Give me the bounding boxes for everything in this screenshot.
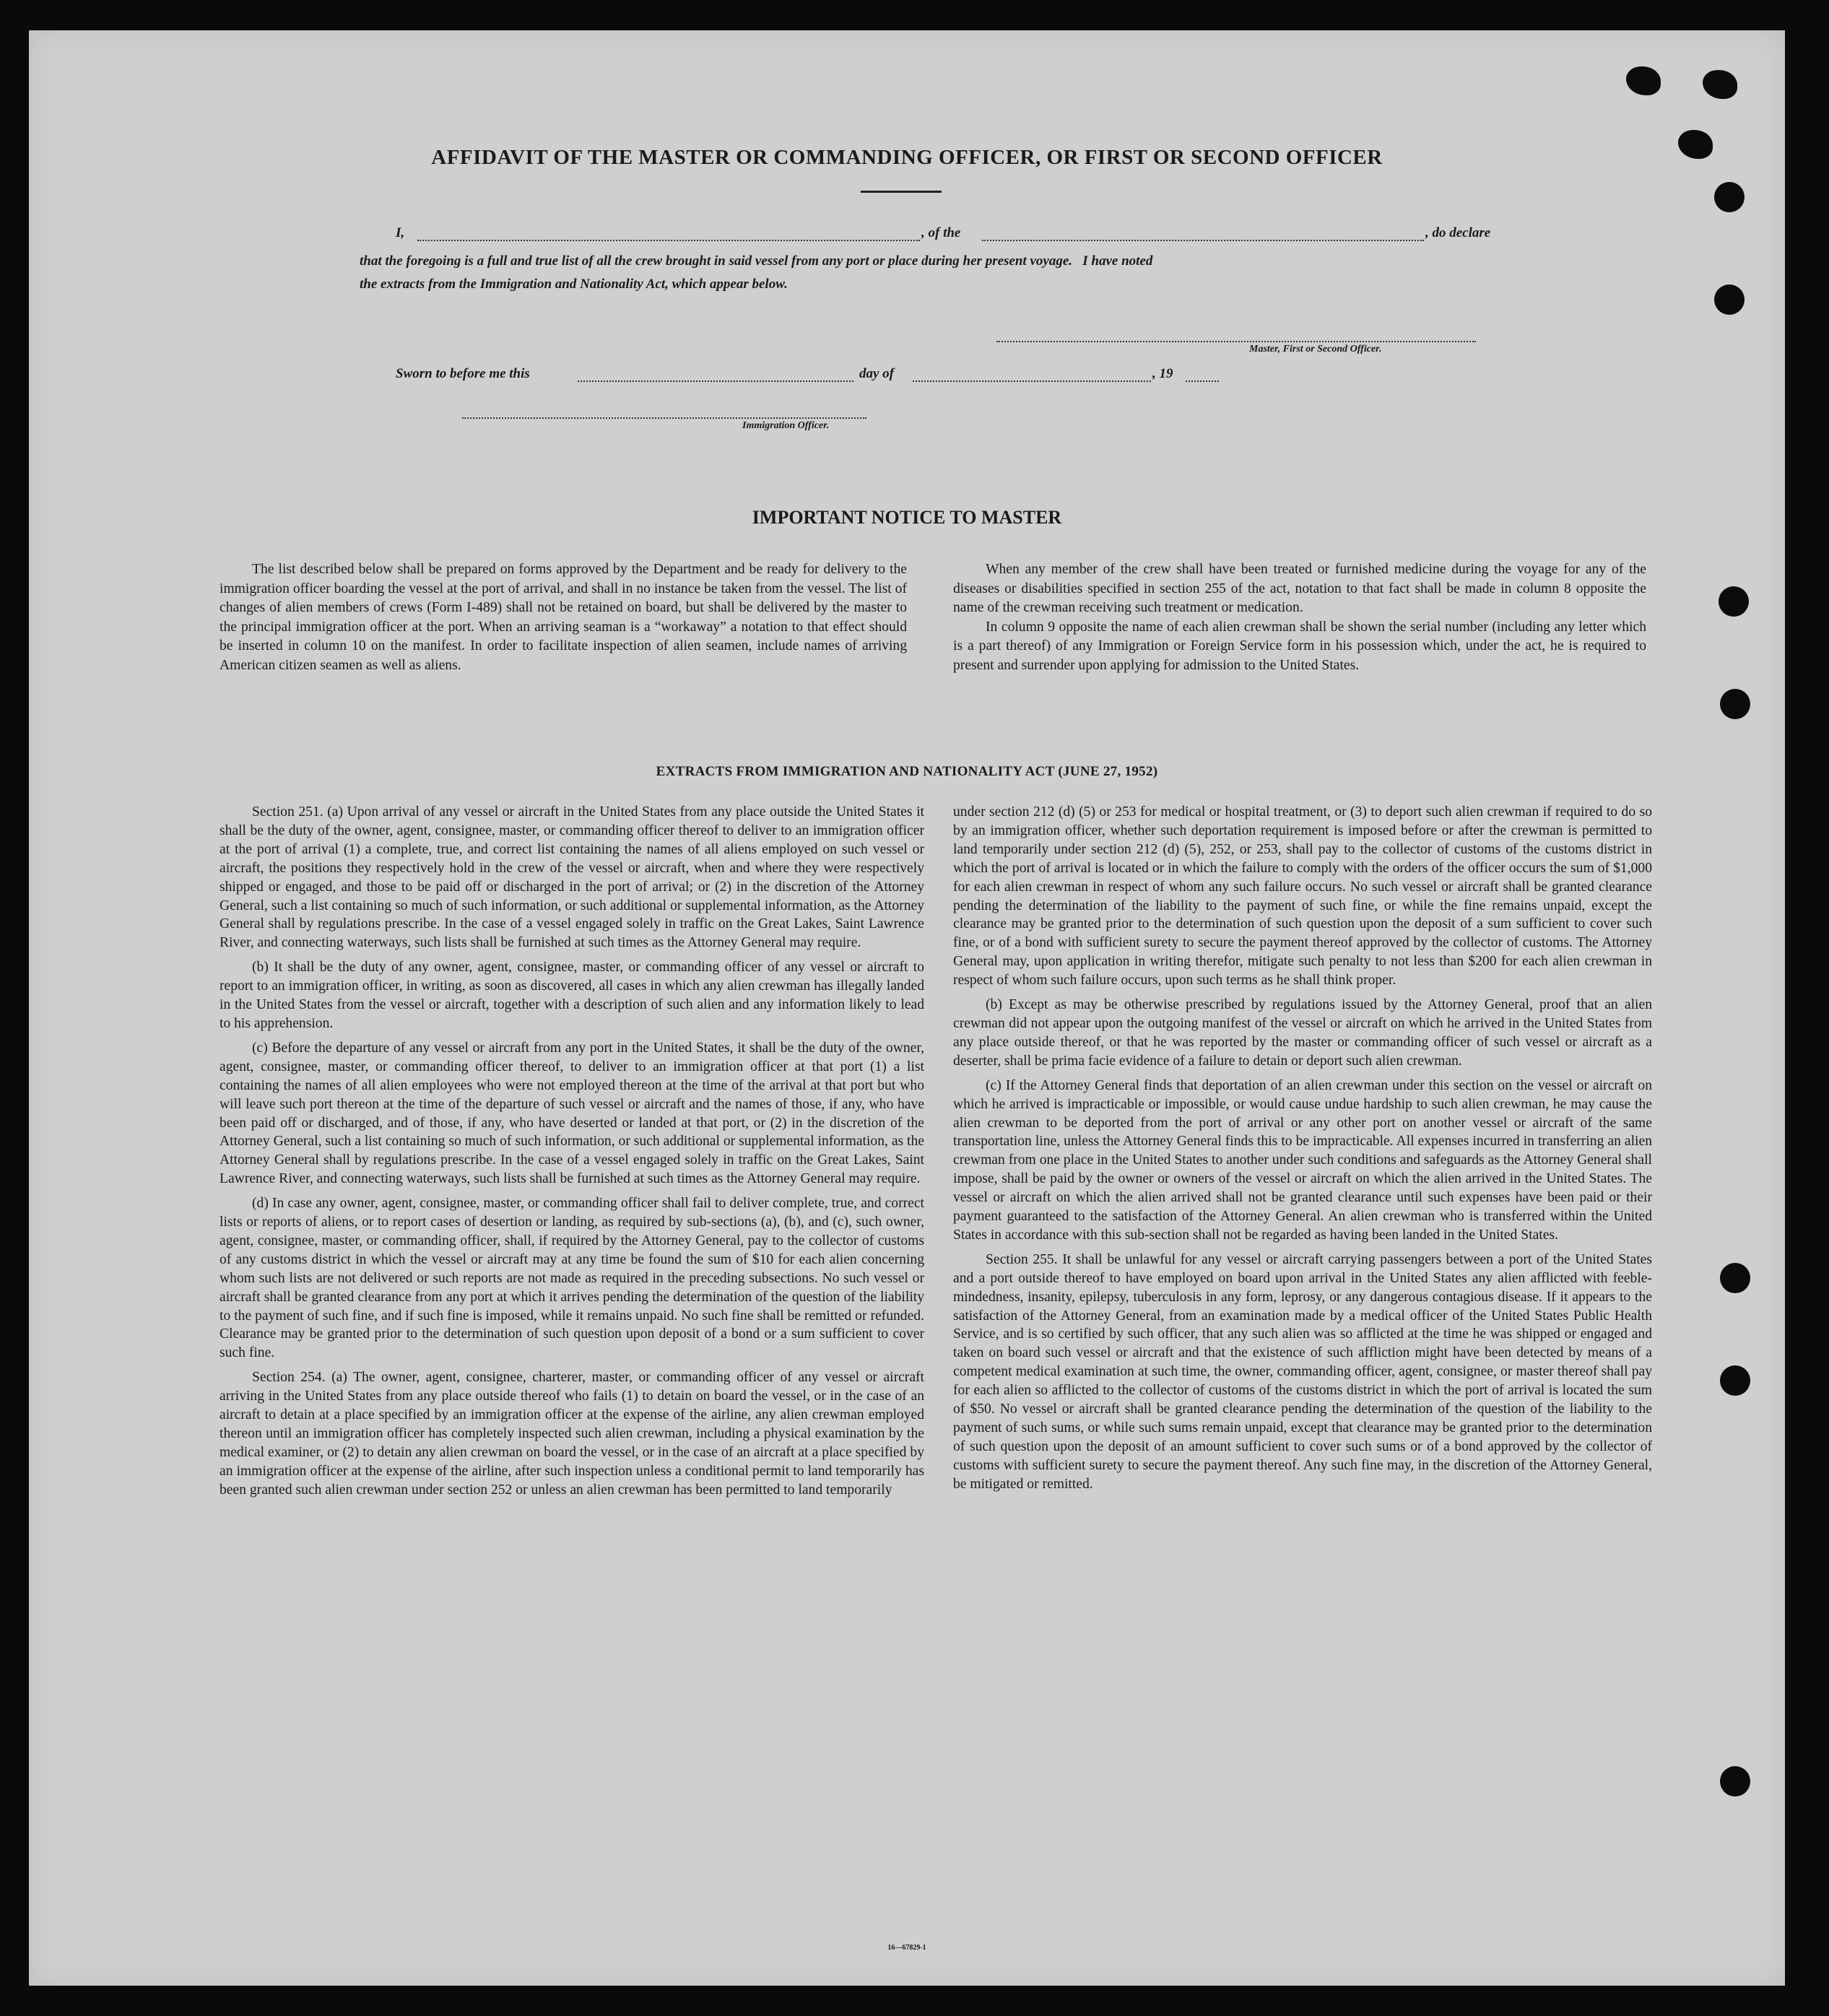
punch-hole: [1626, 66, 1661, 95]
statement-line-1: that the foregoing is a full and true list of all the crew brought in said vessel from any port or place during her present voyage. I have noted: [360, 253, 1153, 269]
notice-left-column: [220, 560, 907, 682]
notice-paragraph: The list described below shall be prepared on forms approved by the Department and be ready for delivery to the immigration officer boarding the vessel at the port of arrival, and shall in no instance be taken from the vessel. The list of changes of alien members of crews (Form I-489) shall not be retained on board, but shall be delivered by the master to the principal immigration officer at the port. When an arriving seaman is a “workaway” a notation to that effect should be inserted in column 10 on the manifest. In order to facilitate inspection of alien seamen, include names of arriving American citizen seamen as well as aliens.: [220, 562, 907, 673]
section-paragraph: Section 255. It shall be unlawful for any vessel or aircraft carrying passengers between a port of the United States and a port outside thereof to have employed on board upon arrival in the United States any alien afflicted with feeble-mindedness, insanity, epilepsy, tuberculosis in any form, leprosy, or any dangerous contagious disease. If it appears to the satisfaction of the Attorney General, from an examination made by a medical officer of the United States Public Health Service, and is so certified by such officer, that any such alien was so afflicted at the time he was shipped or engaged and taken on board such vessel or aircraft and that the existence of such affliction might have been detected by means of a competent medical examination at such time, the owner, commanding officer, agent, consignee, or master thereof shall pay for each alien so afflicted to the collector of customs of the customs district in which the port of arrival is located the sum of $50. No vessel or aircraft shall be granted clearance pending the determination of the question of the liability to the payment of such sums, or while such sums remain unpaid, except that clearance may be granted prior to the determination of such question upon the deposit of an amount sufficient to cover such sums or of a bond approved by the collector of customs with sufficient surety to secure the payment thereof. Any such fine may, in the discretion of the Attorney General, be mitigated or remitted.: [953, 1251, 1652, 1492]
form-code: 16—67829-1: [887, 1944, 926, 1952]
do-declare-label: , do declare: [1425, 225, 1491, 240]
section-paragraph: (b) Except as may be otherwise prescribed by regulations issued by the Attorney General, proof that an alien crewman did not appear upon the outgoing manifest of the vessel or aircraft on which he arrived in the United States from any place outside thereof, or that he was reported by the master or commanding officer of such vessel or aircraft as a deserter, shall be prima facie evidence of a failure to detain or deport such alien crewman.: [953, 997, 1652, 1069]
punch-hole: [1720, 1365, 1750, 1396]
punch-hole: [1720, 1766, 1750, 1796]
notice-paragraph: In column 9 opposite the name of each alien crewman shall be shown the serial number (including any letter which is a part thereof) of any Immigration or Foreign Service form in his possession which, under the act, he is required to present and surrender upon applying for admission to the United States.: [953, 619, 1646, 673]
sworn-day-field[interactable]: [578, 381, 853, 382]
master-signature-label: Master, First or Second Officer.: [1249, 344, 1382, 355]
section-paragraph: under section 212 (d) (5) or 253 for medical or hospital treatment, or (3) to deport such alien crewman if required to do so by an immigration officer, whether such deportation requirement is imposed before or after the crewman is permitted to land temporarily under section 212 (d) (5), 252, or 253, shall pay to the collector of customs of the customs district in which the port of arrival is located or in which the failure to comply with the orders of the officer occurs the sum of $1,000 for each alien crewman in respect of whom any such failure occurs. No such vessel or aircraft shall be granted clearance pending the determination of the liability to the payment of such fine, or while the fine remains unpaid, except the clearance may be granted prior to the determination of such question upon the deposit of a sum sufficient to cover such fine, or of a bond with sufficient surety to secure the payment thereof approved by the collector of customs. The Attorney General may, upon application in writing therefor, mitigate such penalty to not less than $200 for each alien crewman in respect of whom such failure occurs, upon such terms as he shall think proper.: [953, 804, 1652, 989]
officer-signature-line[interactable]: [462, 417, 866, 419]
document-page: [29, 30, 1785, 1986]
year-field[interactable]: [1186, 381, 1219, 382]
officer-signature-label: Immigration Officer.: [742, 420, 830, 431]
punch-hole: [1719, 586, 1749, 617]
affidavit-title: AFFIDAVIT OF THE MASTER OR COMMANDING OFFICER, OR FIRST OR SECOND OFFICER: [431, 146, 1383, 169]
notice-title: IMPORTANT NOTICE TO MASTER: [752, 507, 1062, 528]
notice-right-column: [953, 560, 1646, 682]
day-of-label: day of: [859, 366, 895, 381]
punch-hole: [1720, 1263, 1750, 1293]
sworn-label: Sworn to before me this: [396, 366, 530, 381]
extracts-left-column: [220, 803, 924, 1506]
title-rule: [861, 191, 942, 193]
sworn-month-field[interactable]: [913, 381, 1151, 382]
i-label: I,: [396, 225, 405, 240]
of-the-label: , of the: [921, 225, 961, 240]
extracts-title: EXTRACTS FROM IMMIGRATION AND NATIONALITY ACT (JUNE 27, 1952): [656, 764, 1158, 779]
punch-hole: [1714, 182, 1745, 212]
section-paragraph: (c) If the Attorney General finds that deportation of an alien crewman under this section on the vessel or aircraft on which he arrived is impracticable or impossible, or would cause undue hardship to such alien crewman, he may cause the alien crewman to be deported from the port of arrival or any other port on another vessel or aircraft of the same transportation line, unless the Attorney General finds this to be impracticable. All expenses incurred in transferring an alien crewman from one place in the United States to another under such conditions and safeguards as the Attorney General shall impose, shall be paid by the owner or owners of the vessel or aircraft on which the alien arrived in the United States. The vessel or aircraft on which the alien arrived shall not be granted clearance until such expenses have been paid or their payment guaranteed to the satisfaction of the Attorney General. An alien crewman who is transferred within the United States in accordance with this sub-section shall not be regarded as having been landed in the United States.: [953, 1077, 1652, 1243]
master-signature-line[interactable]: [996, 341, 1476, 342]
section-paragraph: (c) Before the departure of any vessel or aircraft from any port in the United States, it shall be the duty of the owner, agent, consignee, master, or commanding officer thereof, to deliver to an immigration officer at that port (1) a list containing the names of all alien employees who were not employed thereon at the time of the arrival at that port but who will leave such port thereon at the time of the departure of such vessel or aircraft and the names of those, if any, who have been paid off or discharged, and of those, if any, who have deserted or landed at that port, or (2) in the discretion of the Attorney General, such a list containing so much of such information, or such additional or supplemental information, as the Attorney General shall by regulations prescribe. In the case of a vessel engaged solely in traffic on the Great Lakes, Saint Lawrence River, and connecting waterways, such lists shall be furnished at such times as the Attorney General may require.: [220, 1040, 924, 1187]
punch-hole: [1720, 689, 1750, 719]
section-paragraph: (d) In case any owner, agent, consignee, master, or commanding officer shall fail to deliver complete, true, and correct lists or reports of aliens, or to report cases of desertion or landing, as required by sub-sections (a), (b), and (c), such owner, agent, consignee, master, or commanding officer, shall, if required by the Attorney General, pay to the collector of customs of any customs district in which the vessel or aircraft may at any time be found the sum of $10 for each alien concerning whom such lists are not delivered or such reports are not made as required in the preceding subsections. No such vessel or aircraft shall be granted clearance from any port at which it arrives pending the determination of the question of the liability to the payment of such fine, and if such fine is imposed, while it remains unpaid. No such fine shall be remitted or refunded. Clearance may be granted prior to the determination of such question upon deposit of a bond or a sum sufficient to cover such fine.: [220, 1196, 924, 1361]
notice-paragraph: When any member of the crew shall have been treated or furnished medicine during the voyage for any of the diseases or disabilities specified in section 255 of the act, notation to that fact shall be made in column 8 opposite the name of the crewman receiving such treatment or medication.: [953, 562, 1646, 616]
section-paragraph: Section 251. (a) Upon arrival of any vessel or aircraft in the United States from any place outside the United States it shall be the duty of the owner, agent, consignee, master, or commanding officer thereof to deliver to an immigration officer at the port of arrival (1) a complete, true, and correct list containing the names of all aliens employed on such vessel or aircraft, the positions they respectively hold in the crew of the vessel or aircraft, when and where they were respectively shipped or engaged, and those to be paid off or discharged in the port of arrival; or (2) in the discretion of the Attorney General, such a list containing so much of such information, or such additional or supplemental information, as the Attorney General shall by regulations prescribe. In the case of a vessel engaged solely in traffic on the Great Lakes, Saint Lawrence River, and connecting waterways, such lists shall be furnished at such times as the Attorney General may require.: [220, 804, 924, 951]
statement-line-2: the extracts from the Immigration and Nationality Act, which appear below.: [360, 277, 788, 292]
year-label: , 19: [1152, 366, 1173, 381]
section-paragraph: (b) It shall be the duty of any owner, agent, consignee, master, or commanding officer of any vessel or aircraft to report to an immigration officer, in writing, as soon as discovered, all cases in which any alien crewman has illegally landed in the United States from the vessel or aircraft, together with a description of such alien and any information likely to lead to his apprehension.: [220, 960, 924, 1031]
extracts-right-column: [953, 803, 1652, 1500]
section-paragraph: Section 254. (a) The owner, agent, consignee, charterer, master, or commanding officer of any vessel or aircraft arriving in the United States from any place outside thereof who fails (1) to detain on board the vessel, or in the case of an aircraft to detain at a place specified by an immigration officer at the expense of the airline, any alien crewman employed thereon until an immigration officer has completely inspected such alien crewman, including a physical examination by the medical examiner, or (2) to detain any alien crewman on board the vessel, or in the case of an aircraft at a place specified by an immigration officer at the expense of the airline, after such inspection unless a conditional permit to land temporarily has been granted such alien crewman under section 252 or unless an alien crewman has been permitted to land temporarily: [220, 1370, 924, 1498]
punch-hole: [1703, 70, 1737, 99]
name-field[interactable]: [417, 240, 920, 241]
punch-hole: [1714, 284, 1745, 315]
vessel-field[interactable]: [982, 240, 1424, 241]
